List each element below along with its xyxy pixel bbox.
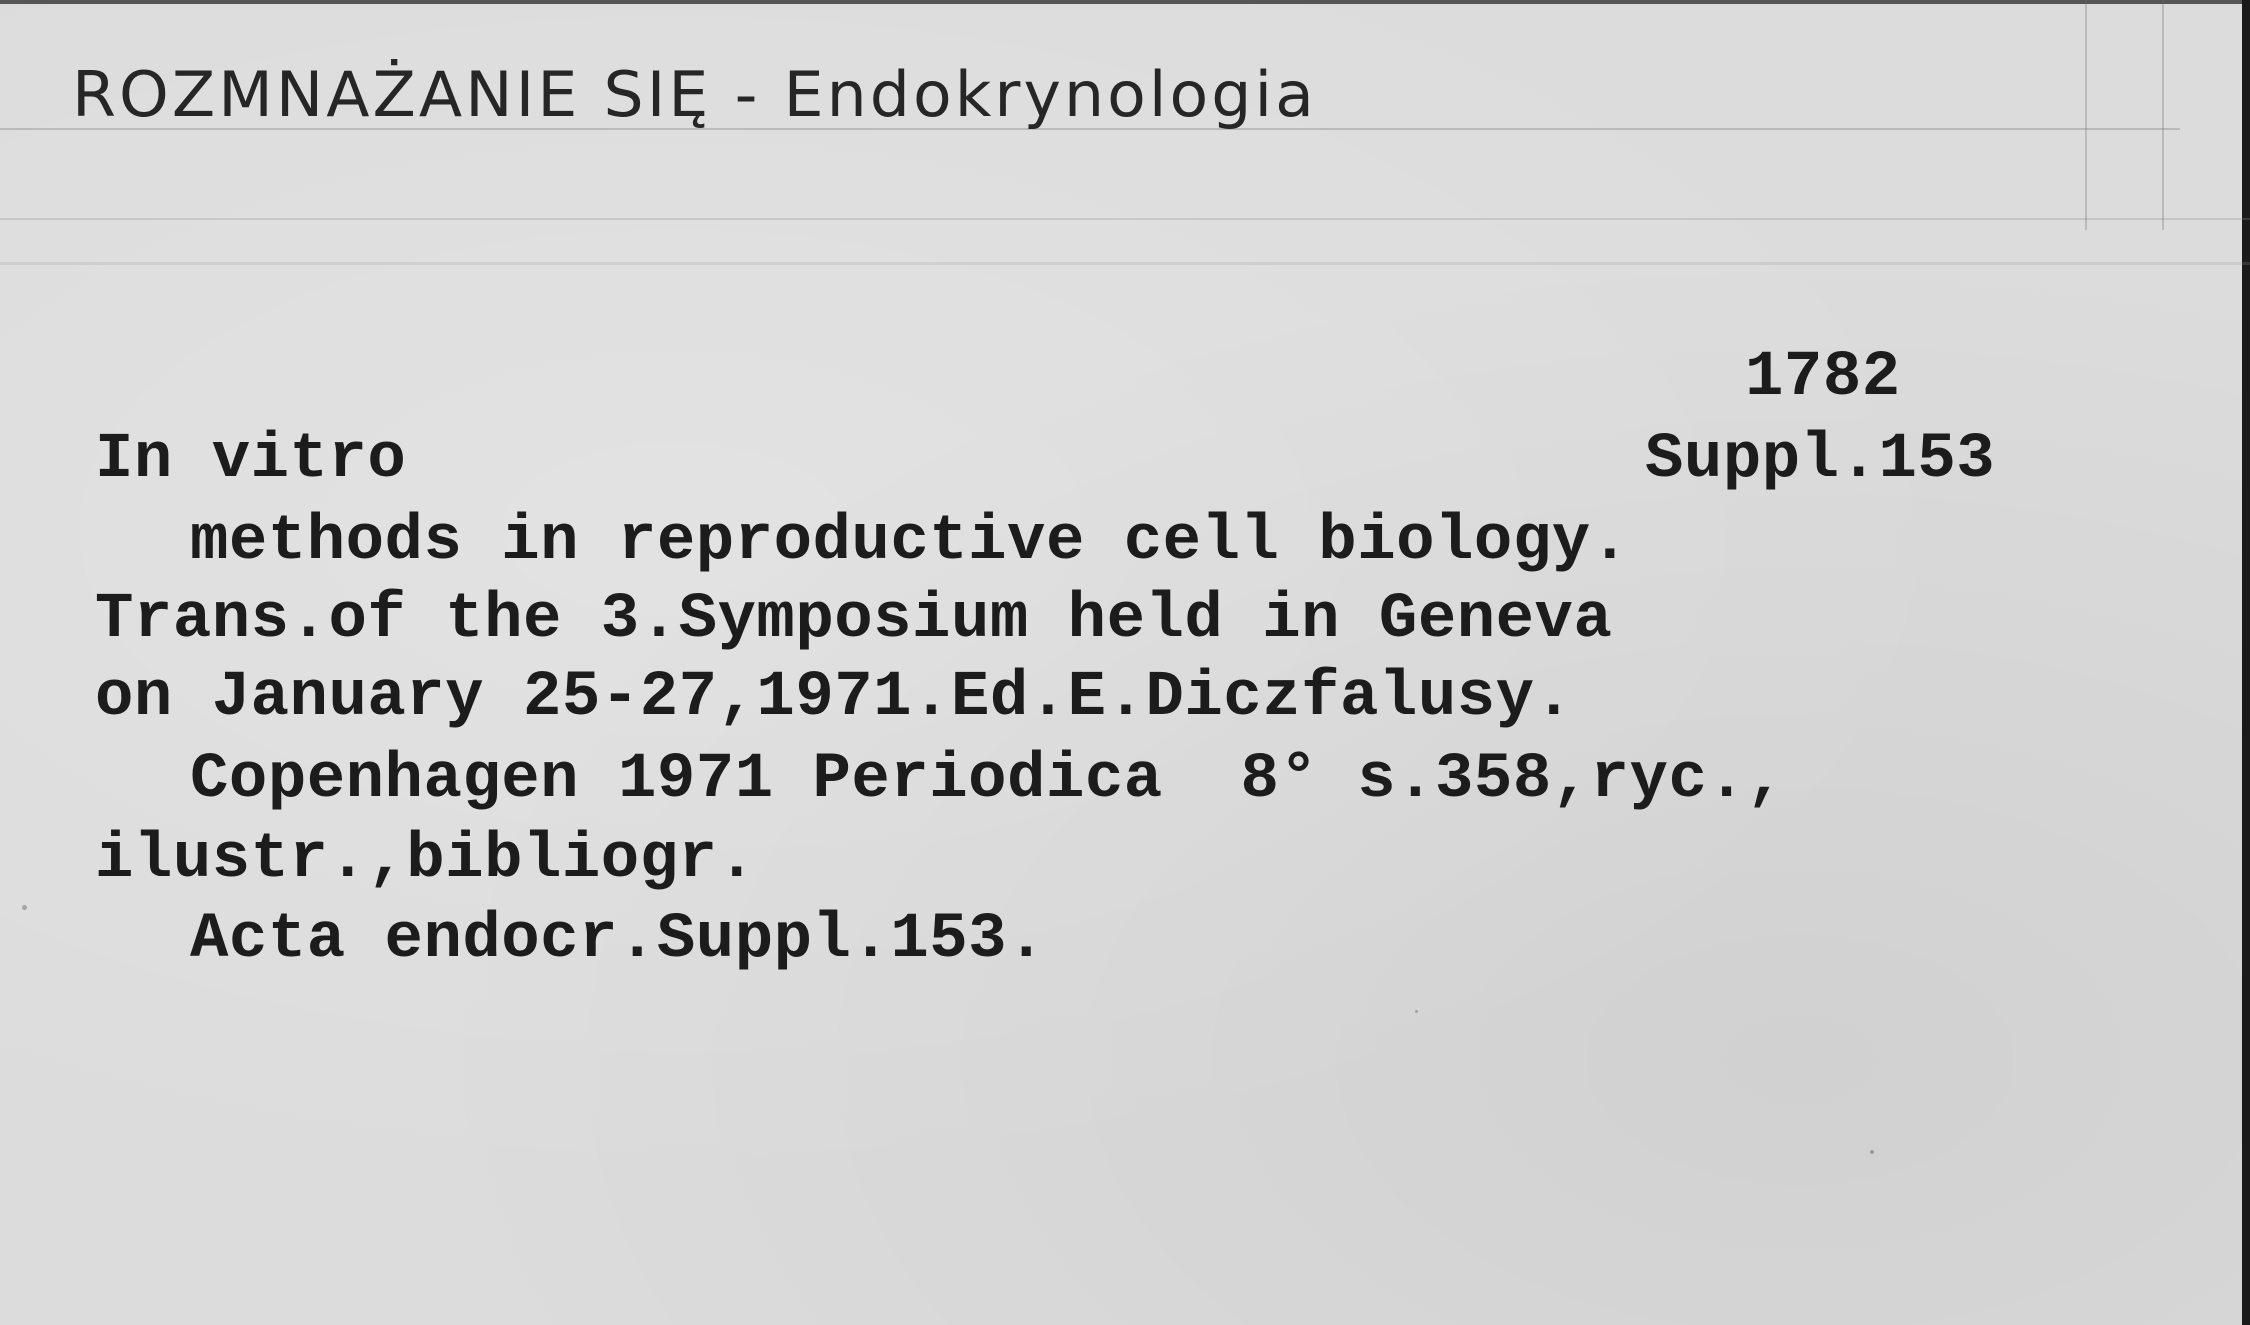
imprint-line: ilustr.,bibliogr.	[95, 824, 757, 896]
description-line: Trans.of the 3.Symposium held in Geneva	[95, 584, 1613, 656]
series-number: Suppl.153	[1645, 424, 1996, 496]
series-line: Acta endocr.Suppl.153.	[190, 904, 1046, 976]
imprint-line: Copenhagen 1971 Periodica 8° s.358,ryc.,	[190, 744, 1786, 816]
description-line: on January 25-27,1971.Ed.E.Diczfalusy.	[95, 662, 1574, 734]
subject-heading: ROZMNAŻANIE SIĘ - Endokrynologia	[72, 58, 1317, 131]
faint-rule	[0, 218, 2250, 220]
card-top-edge	[0, 0, 2250, 4]
card-right-edge	[2242, 0, 2250, 1325]
dust-speck	[1415, 1010, 1418, 1013]
dust-speck	[1870, 1150, 1874, 1154]
title-line: In vitro	[95, 424, 407, 496]
call-number: 1782	[1745, 342, 1901, 414]
margin-line-right	[2162, 0, 2164, 230]
subtitle-line: methods in reproductive cell biology.	[190, 506, 1630, 578]
dust-speck	[22, 905, 27, 910]
margin-line-left	[2085, 0, 2087, 230]
faint-rule-lower	[0, 262, 2250, 265]
